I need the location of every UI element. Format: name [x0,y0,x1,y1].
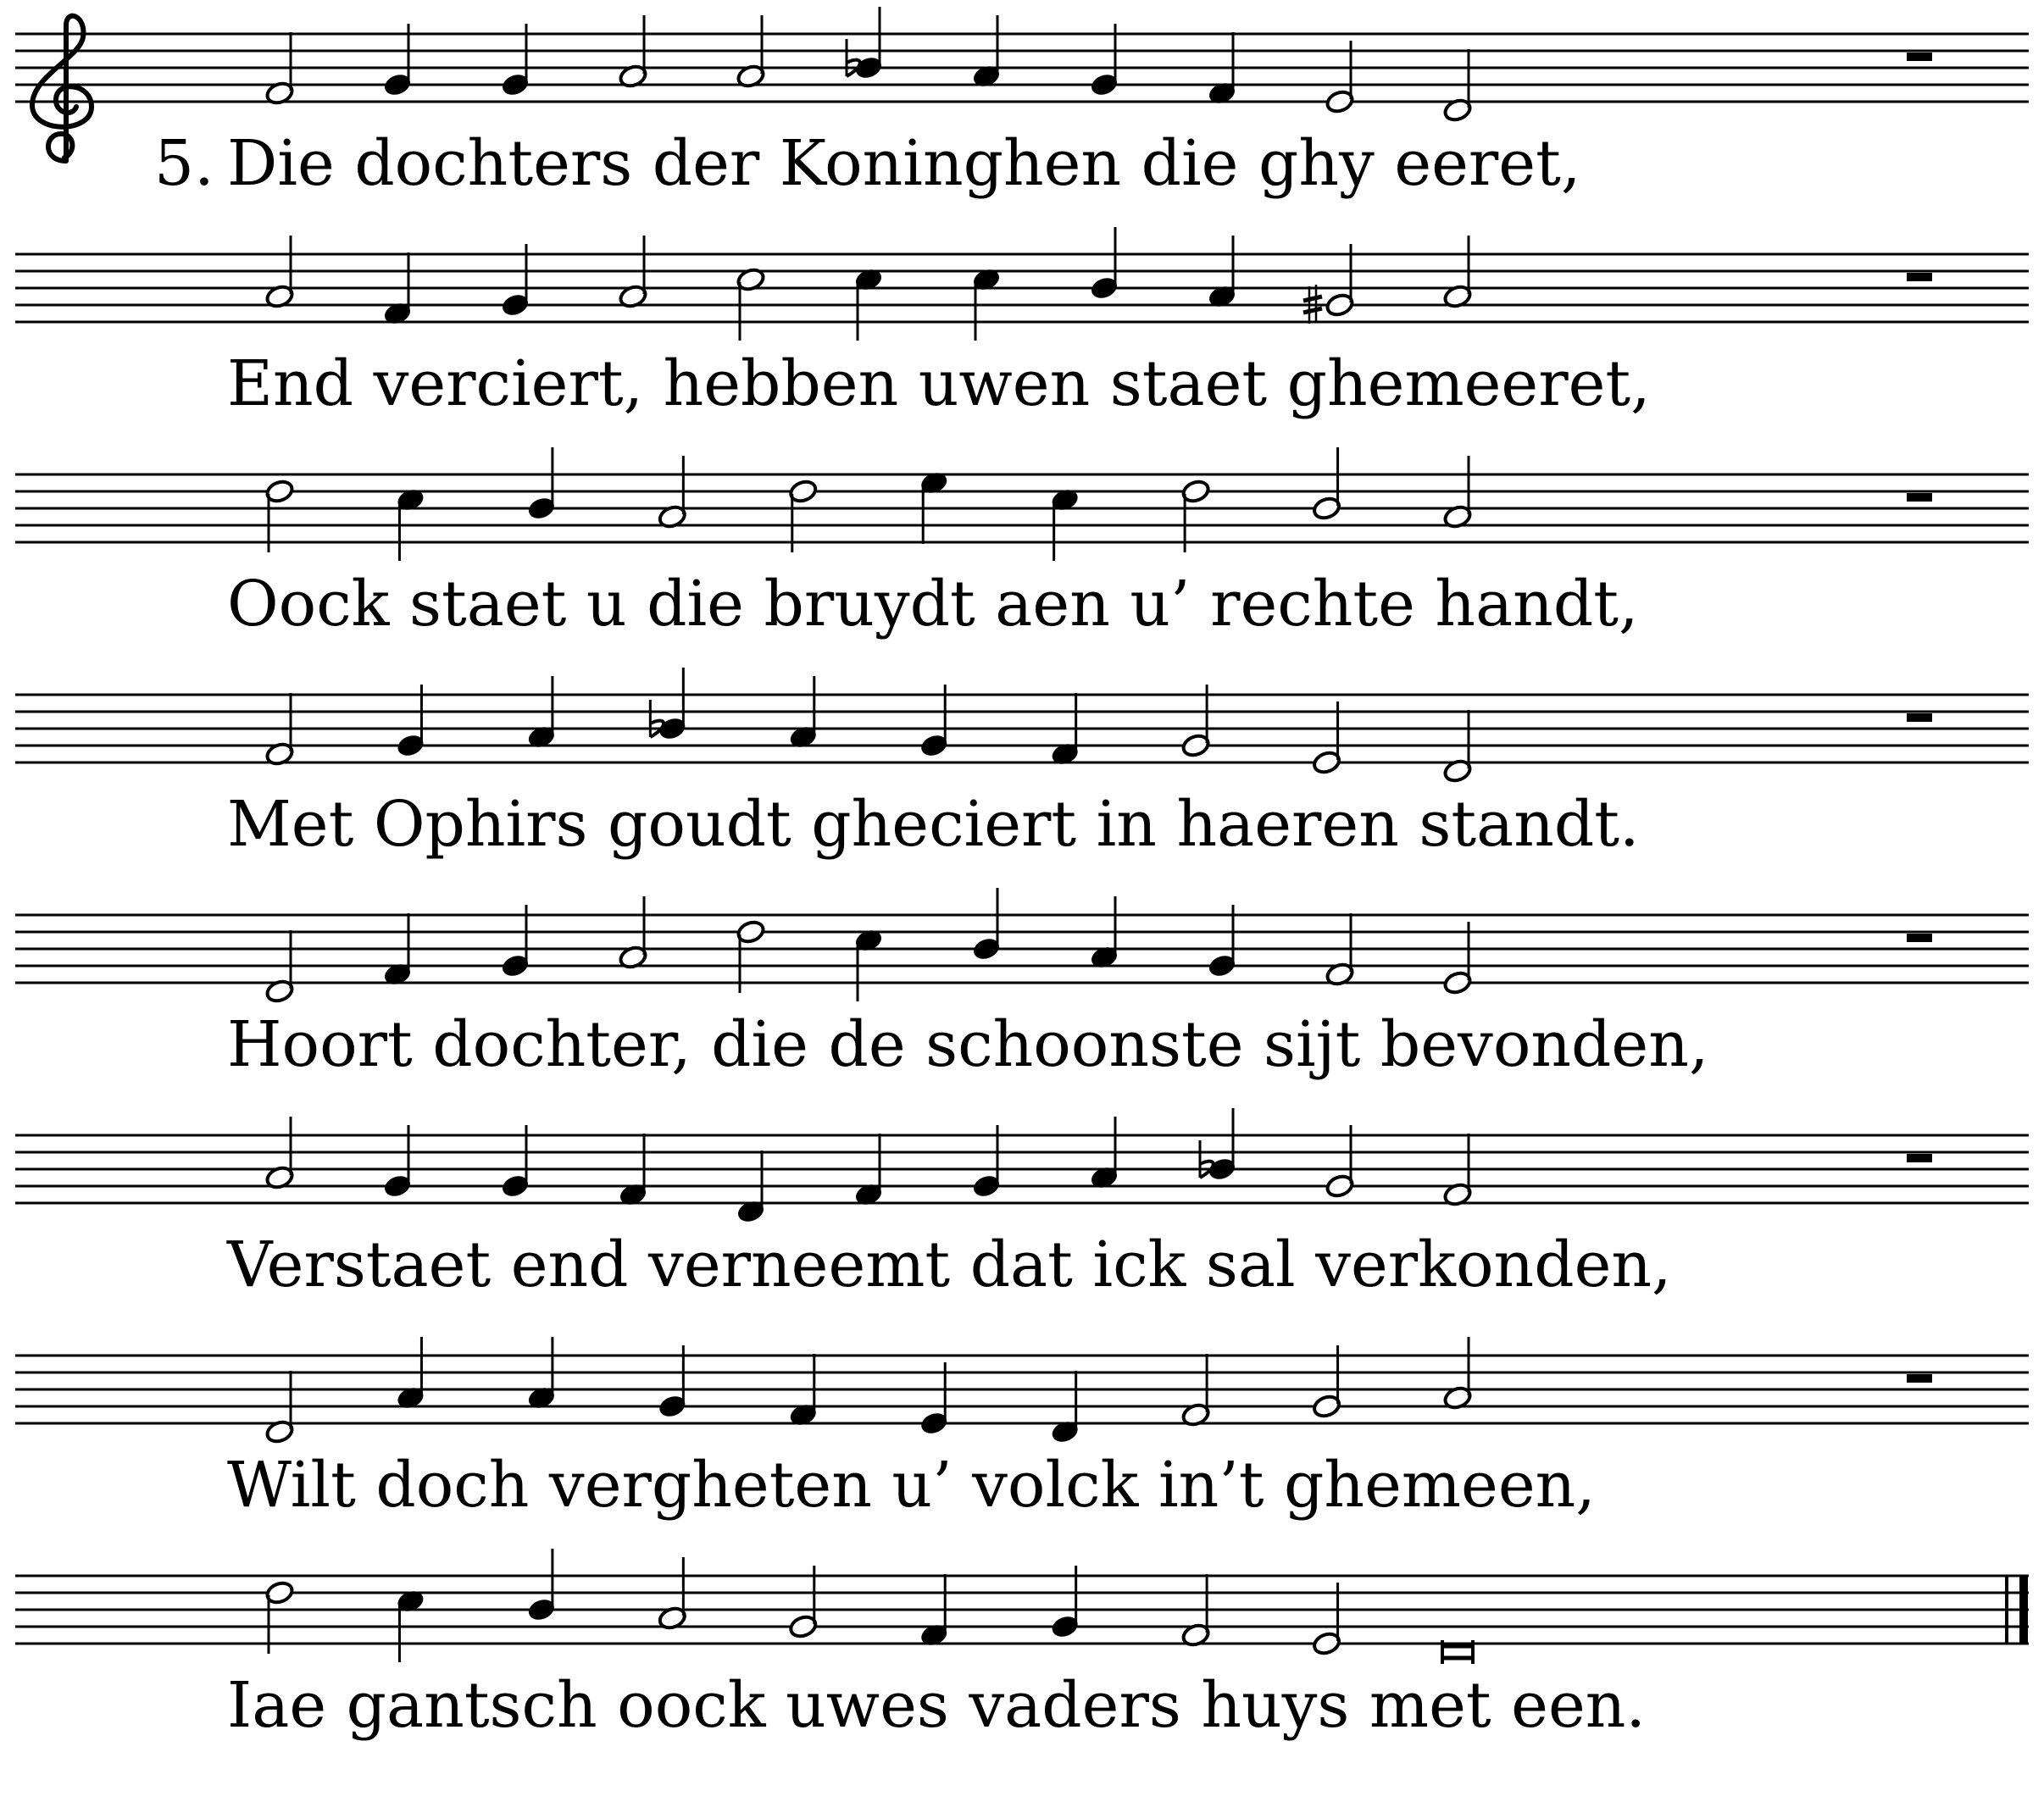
note [971,15,1002,89]
note [1089,227,1119,301]
staff-system [15,888,2029,1004]
note [853,267,884,341]
lyric-line: Hoort dochter, die de schoonste sijt bevonden, [227,1008,1709,1081]
note [526,1337,557,1411]
note [618,236,648,309]
note [1050,1371,1080,1444]
note [1089,896,1119,970]
staff-system [15,1549,2029,1664]
note [1050,693,1080,767]
note [1207,236,1237,309]
note [1442,236,1473,309]
note [1180,1354,1211,1428]
note [526,676,557,750]
note [618,15,648,89]
lyric-line: Met Ophirs goudt gheciert in haeren standt. [227,788,1640,861]
half-rest-icon [1907,934,1932,942]
note [396,1337,426,1411]
note [1207,32,1237,106]
note [971,267,1002,341]
note [847,7,884,80]
lyric-line: Verstaet end verneemt dat ick sal verkonden, [227,1228,1672,1301]
lyric-line: End verciert, hebben uwen staet ghemeeret, [227,347,1651,420]
half-rest-icon [1907,493,1932,502]
note [1442,456,1473,530]
note [526,447,557,521]
note [618,1134,648,1207]
verse-number: 5. [154,127,214,200]
note [657,1557,687,1631]
note [1200,1108,1237,1182]
staff-system [15,1337,2029,1444]
note [736,15,766,89]
note [736,267,766,341]
note [650,668,687,741]
note [971,888,1002,962]
lyric-line: Die dochters der Koninghen die ghy eeret, [227,127,1581,200]
half-rest-icon [1907,1374,1932,1383]
note [264,1117,295,1190]
note [788,1354,819,1428]
staff-system [15,1108,2029,1224]
note [1442,49,1473,123]
note [264,930,295,1004]
half-rest-icon [1907,713,1932,722]
note [1303,244,1355,324]
note [919,1574,949,1648]
half-rest-icon [1907,53,1932,61]
note [264,693,295,767]
note [736,1151,766,1224]
staff-system [15,227,2029,341]
note [1050,487,1080,561]
note [1325,913,1355,987]
note [396,487,426,561]
half-rest-icon [1907,1154,1932,1162]
note [788,676,819,750]
note [919,470,949,544]
note [1442,1337,1473,1411]
note [618,896,648,970]
note [396,1589,426,1662]
lyric-line: Wilt doch vergheten u’ volck in’t ghemeen, [227,1449,1596,1522]
note [657,456,687,530]
treble-clef-icon [32,16,92,161]
note [1089,1117,1119,1190]
note [1442,1134,1473,1207]
note [382,913,413,987]
lyric-line: Oock staet u die bruydt aen u’ rechte handt, [227,568,1639,640]
staff-system [15,668,2029,784]
note [264,1371,295,1444]
note [853,928,884,1001]
note [264,32,295,106]
staff-system [15,447,2029,561]
note [1442,710,1473,784]
note [382,252,413,326]
lyric-line: Iae gantsch oock uwes vaders huys met een. [227,1669,1646,1742]
note [526,1549,557,1622]
note [264,236,295,309]
note [1312,447,1342,521]
note [1180,1574,1211,1648]
half-rest-icon [1907,273,1932,281]
note [853,1134,884,1207]
